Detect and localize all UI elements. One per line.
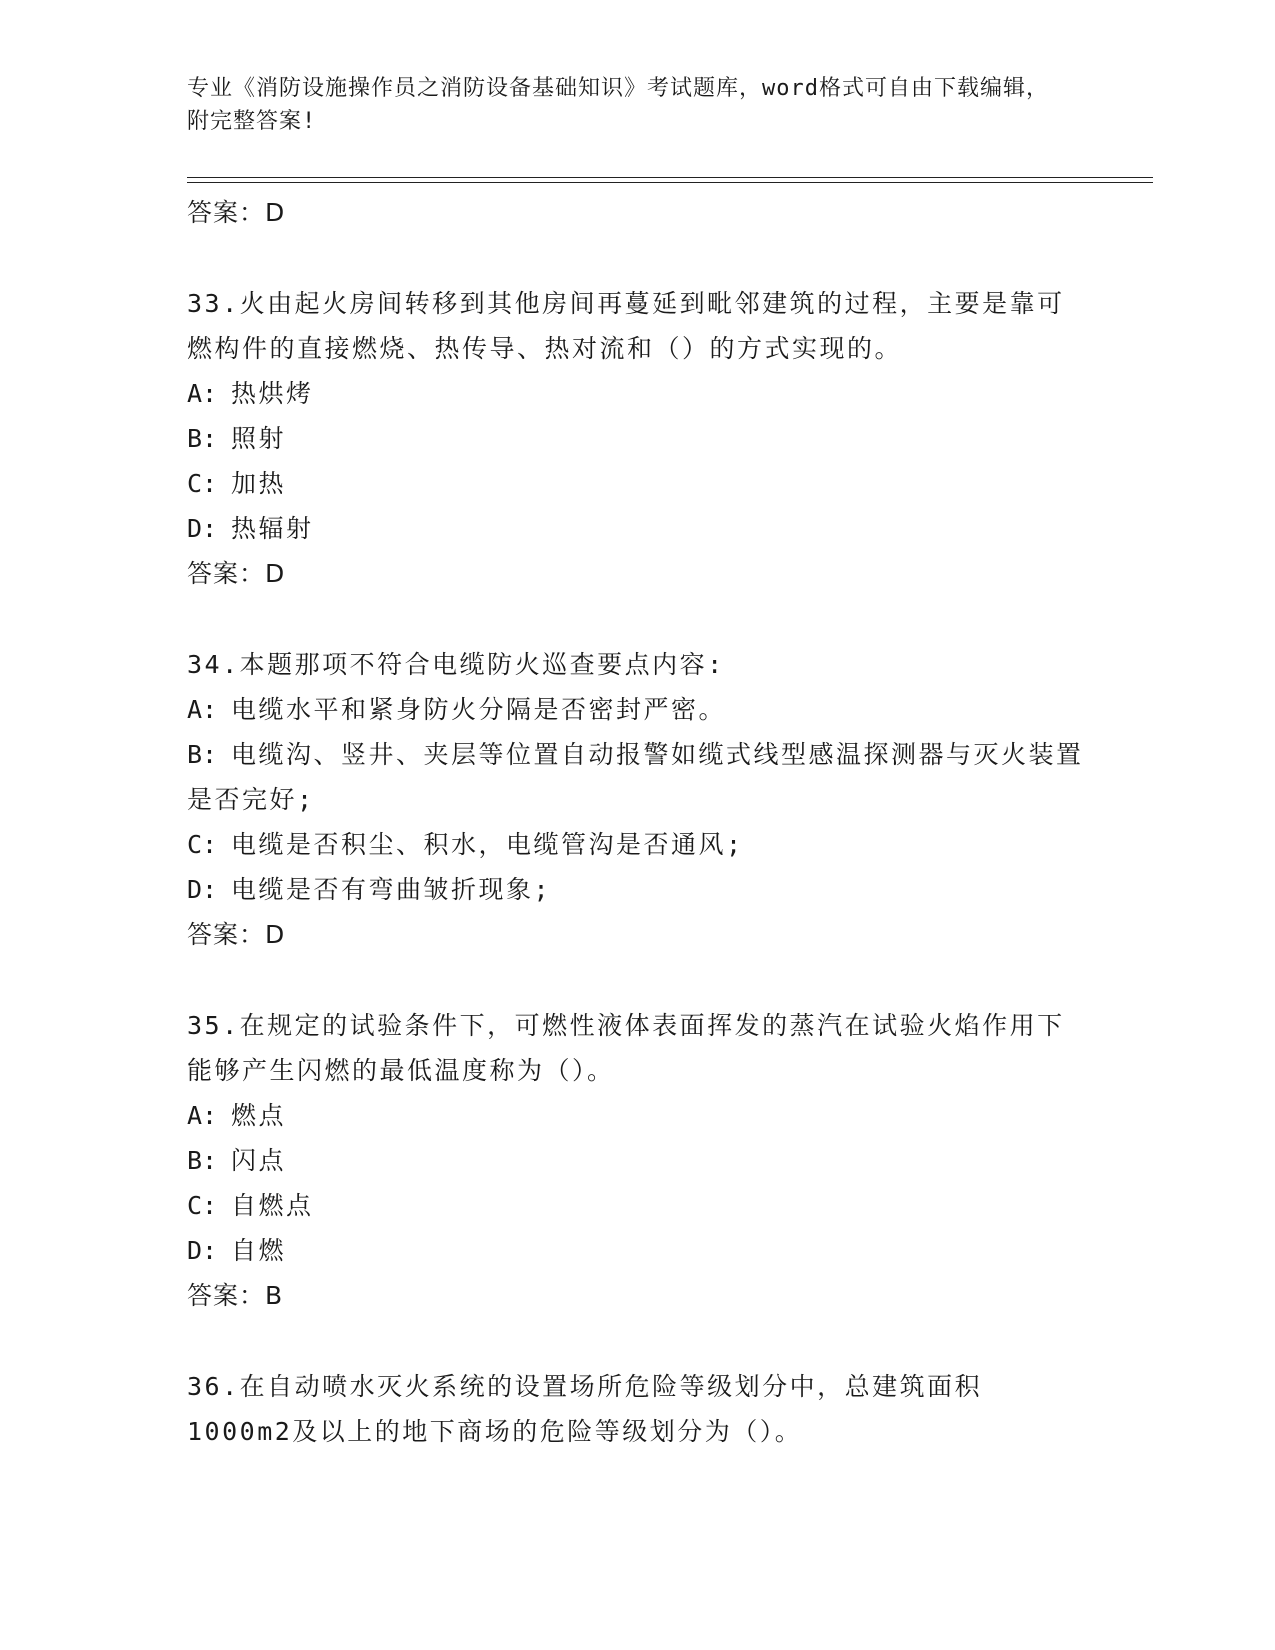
answer-line: 答案：D	[187, 920, 286, 949]
option-b: B: 电缆沟、竖井、夹层等位置自动报警如缆式线型感温探测器与灭火装置是否完好;	[187, 740, 1084, 814]
answer-line: 答案：D	[187, 559, 286, 588]
option-d: D: 电缆是否有弯曲皱折现象;	[187, 875, 552, 904]
document-header: 专业《消防设施操作员之消防设备基础知识》考试题库，word格式可自由下载编辑，附完整答案!	[187, 76, 1049, 134]
question-block	[187, 1003, 1087, 1319]
question-block	[187, 1364, 1087, 1454]
option-b: B: 闪点	[187, 1146, 287, 1175]
question-block	[187, 642, 1087, 958]
header-rule-top	[187, 177, 1153, 178]
question-stem: 36.在自动喷水灭火系统的设置场所危险等级划分中，总建筑面积1000m2及以上的地下商场的危险等级划分为（）。	[187, 1372, 983, 1446]
answer-line: 答案：B	[187, 1281, 284, 1310]
option-b: B: 照射	[187, 424, 287, 453]
option-a: A: 电缆水平和紧身防火分隔是否密封严密。	[187, 695, 727, 724]
question-block	[187, 281, 1087, 597]
option-c: C: 自燃点	[187, 1191, 314, 1220]
question-stem: 34.本题那项不符合电缆防火巡查要点内容:	[187, 650, 725, 679]
header-rule-bottom	[187, 182, 1153, 183]
option-d: D: 热辐射	[187, 514, 314, 543]
option-c: C: 电缆是否积尘、积水，电缆管沟是否通风;	[187, 830, 744, 859]
option-c: C: 加热	[187, 469, 287, 498]
option-d: D: 自燃	[187, 1236, 287, 1265]
answer-line: 答案：D	[187, 198, 286, 227]
question-stem: 35.在规定的试验条件下，可燃性液体表面挥发的蒸汽在试验火焰作用下能够产生闪燃的最低温度称为（）。	[187, 1011, 1065, 1085]
question-list	[187, 190, 1087, 1454]
option-a: A: 燃点	[187, 1101, 287, 1130]
question-stem: 33.火由起火房间转移到其他房间再蔓延到毗邻建筑的过程，主要是靠可燃构件的直接燃烧、热传导、热对流和（）的方式实现的。	[187, 289, 1065, 363]
option-a: A: 热烘烤	[187, 379, 314, 408]
